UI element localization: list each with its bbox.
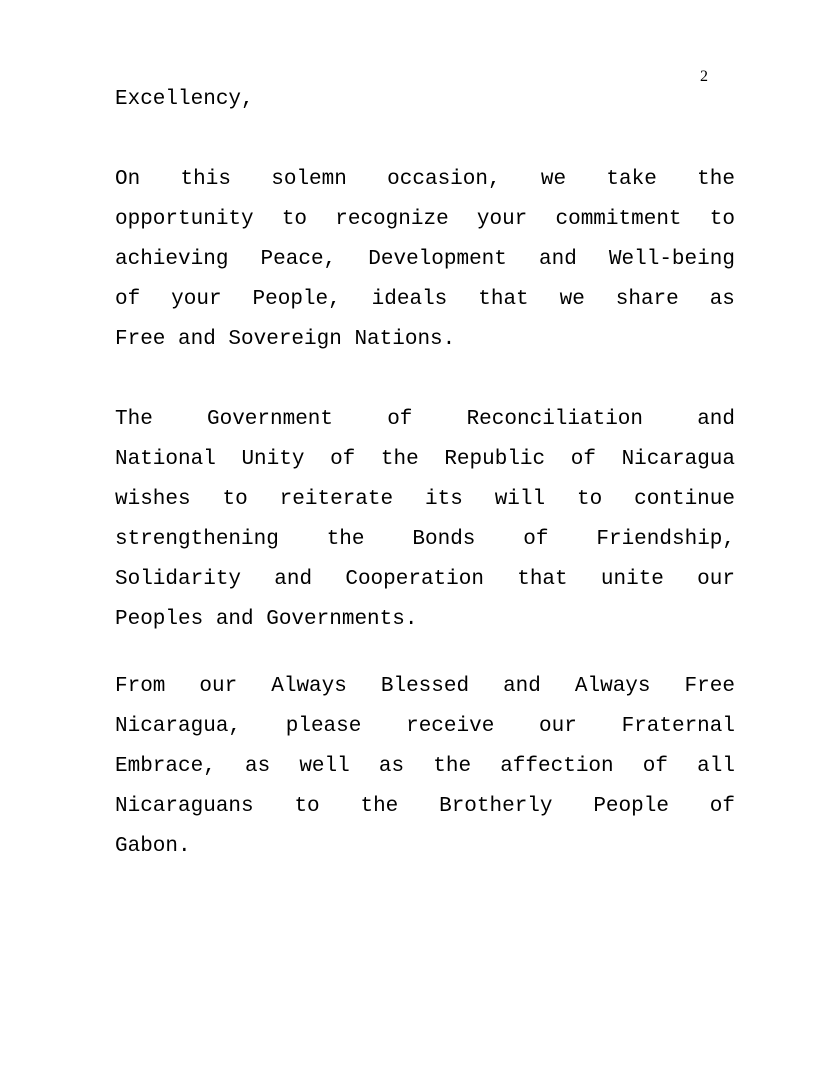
word: our: [199, 675, 238, 698]
paragraph-line: [115, 243, 735, 283]
word: as: [244, 755, 271, 778]
word: Development: [368, 248, 507, 271]
word: we: [559, 288, 585, 311]
word: Unity: [241, 448, 305, 471]
word: occasion,: [387, 168, 501, 191]
word: of: [387, 408, 413, 431]
word: of: [570, 448, 596, 471]
paragraph-line: [115, 403, 735, 443]
paragraph-line: [115, 750, 735, 790]
word: receive: [406, 715, 495, 738]
word: commitment: [555, 208, 682, 231]
paragraph-line: [115, 563, 735, 603]
word: its: [424, 488, 463, 511]
word: Friendship,: [596, 528, 735, 551]
word: wishes: [115, 488, 191, 511]
word: the: [433, 755, 472, 778]
word: People: [593, 795, 669, 818]
word: Free: [684, 675, 735, 698]
word: affection: [500, 755, 614, 778]
paragraph-line: Free and Sovereign Nations.: [115, 328, 456, 351]
word: Solidarity: [115, 568, 242, 591]
word: opportunity: [115, 208, 254, 231]
word: of: [523, 528, 549, 551]
word: the: [360, 795, 399, 818]
word: as: [709, 288, 735, 311]
paragraph-line: [115, 790, 735, 830]
word: reiterate: [279, 488, 394, 511]
word: Well-being: [608, 248, 735, 271]
word: Brotherly: [439, 795, 553, 818]
word: On: [115, 168, 141, 191]
paragraph-line: [115, 710, 735, 750]
word: this: [180, 168, 231, 191]
word: Government: [206, 408, 334, 431]
word: Blessed: [380, 675, 470, 698]
word: please: [285, 715, 362, 738]
word: National: [115, 448, 216, 471]
paragraph-line: [115, 203, 735, 243]
paragraph-line: [115, 523, 735, 563]
word: our: [539, 715, 577, 738]
word: and: [503, 675, 541, 698]
word: unite: [600, 568, 664, 591]
salutation: Excellency,: [115, 88, 254, 111]
word: to: [577, 488, 603, 511]
word: of: [642, 755, 668, 778]
word: to: [709, 208, 735, 231]
word: we: [540, 168, 567, 191]
paragraph-3: [115, 670, 735, 870]
word: the: [326, 528, 365, 551]
paragraph-line: [115, 163, 735, 203]
word: of: [330, 448, 356, 471]
word: your: [171, 288, 222, 311]
word: to: [294, 795, 320, 818]
word: take: [606, 168, 657, 191]
word: that: [478, 288, 529, 311]
word: and: [539, 248, 577, 271]
word: Peace,: [260, 248, 337, 271]
word: well: [299, 755, 350, 778]
word: Republic: [444, 448, 546, 471]
paragraph-1: [115, 163, 735, 363]
word: the: [697, 168, 735, 191]
word: and: [697, 408, 735, 431]
word: that: [517, 568, 568, 591]
word: continue: [634, 488, 735, 511]
paragraph-line: Gabon.: [115, 835, 191, 858]
word: Cooperation: [345, 568, 484, 591]
word: to: [222, 488, 248, 511]
word: your: [476, 208, 528, 231]
word: Always: [271, 675, 347, 698]
word: of: [115, 288, 141, 311]
word: solemn: [271, 168, 347, 191]
paragraph-2: [115, 403, 735, 643]
word: Embrace,: [115, 755, 216, 778]
word: Nicaragua,: [115, 715, 242, 738]
word: of: [709, 795, 735, 818]
word: ideals: [371, 288, 448, 311]
word: to: [281, 208, 308, 231]
word: People,: [252, 288, 341, 311]
word: Nicaragua: [621, 448, 735, 471]
word: The: [115, 408, 153, 431]
word: and: [274, 568, 313, 591]
word: recognize: [335, 208, 449, 231]
page-number: 2: [700, 68, 708, 85]
word: the: [380, 448, 419, 471]
word: will: [494, 488, 546, 511]
word: strengthening: [115, 528, 279, 551]
word: Fraternal: [621, 715, 735, 738]
word: Nicaraguans: [115, 795, 254, 818]
word: achieving: [115, 248, 229, 271]
paragraph-line: [115, 483, 735, 523]
word: Reconciliation: [466, 408, 644, 431]
word: share: [615, 288, 679, 311]
word: our: [697, 568, 735, 591]
paragraph-line: [115, 670, 735, 710]
word: Bonds: [412, 528, 476, 551]
paragraph-line: Peoples and Governments.: [115, 608, 418, 631]
word: From: [115, 675, 166, 698]
word: all: [697, 755, 735, 778]
paragraph-line: [115, 443, 735, 483]
letter-body: [115, 83, 735, 870]
word: as: [378, 755, 405, 778]
paragraph-line: [115, 283, 735, 323]
word: Always: [574, 675, 651, 698]
